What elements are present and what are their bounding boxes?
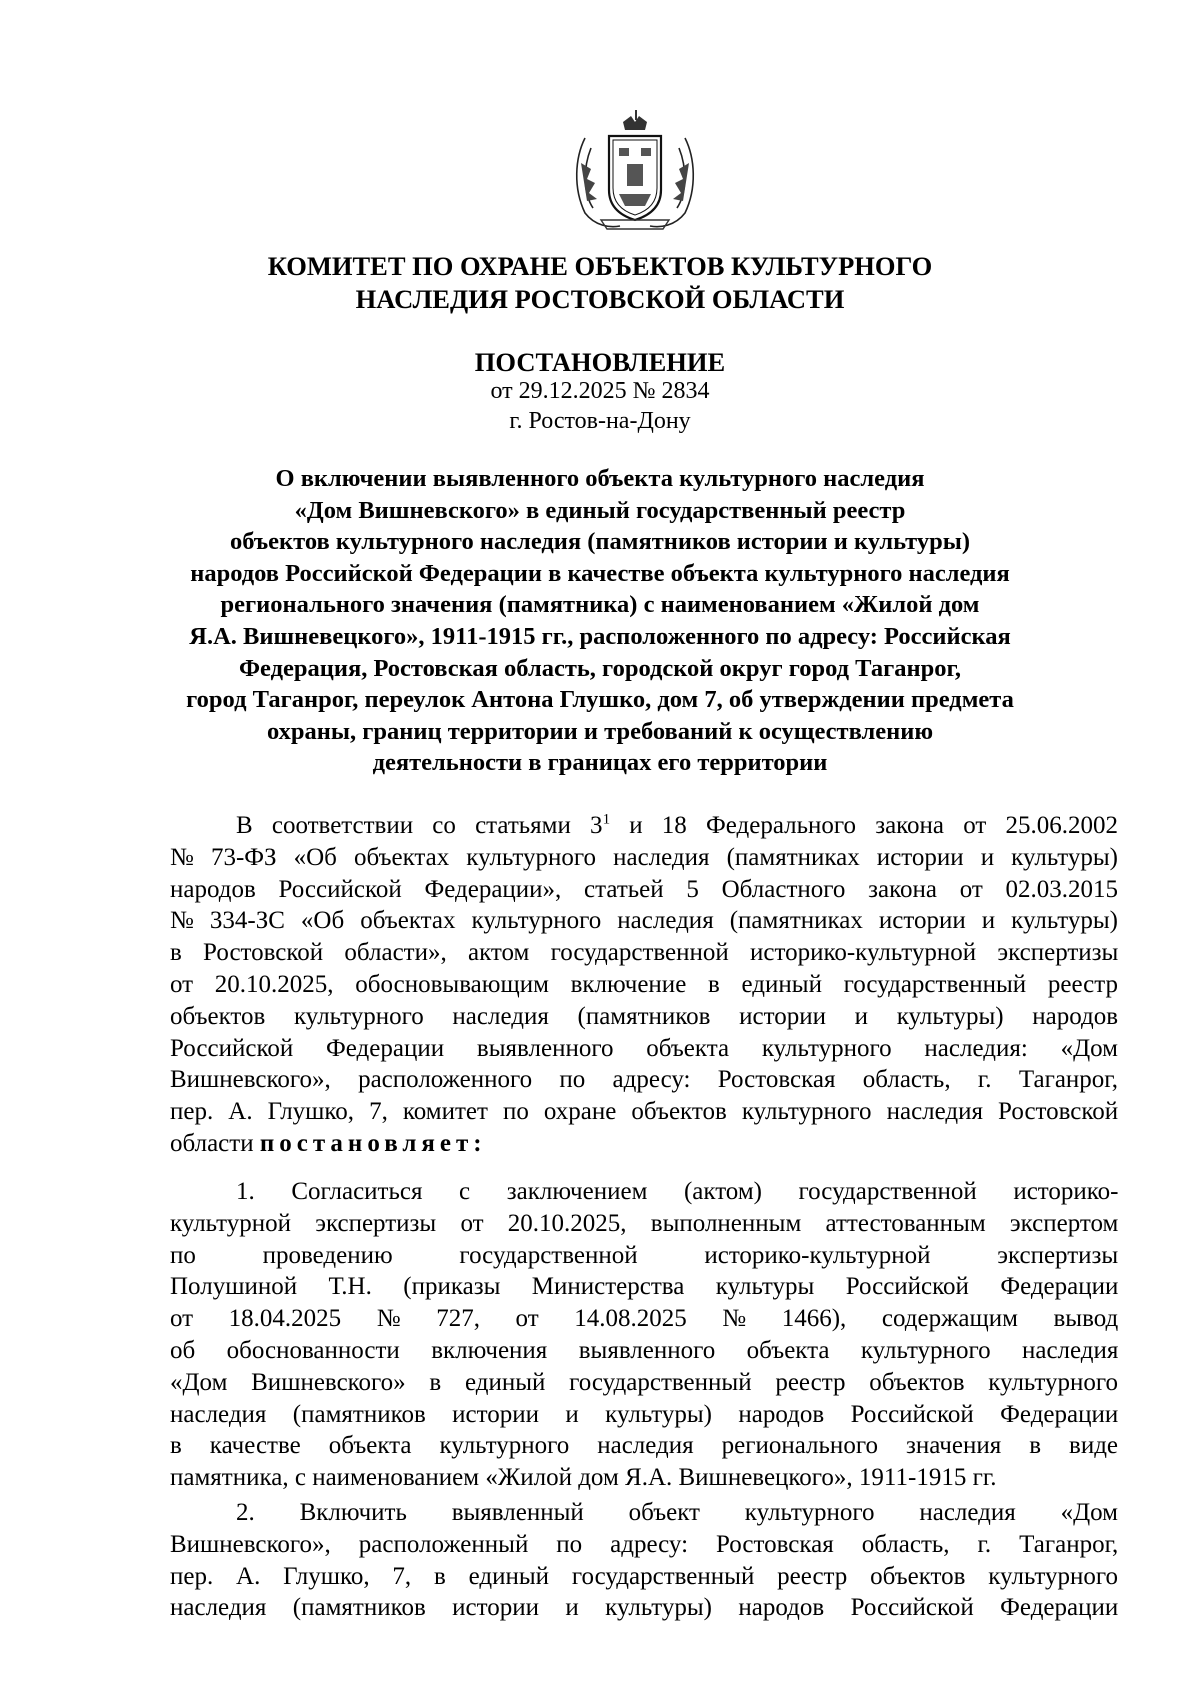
preamble-text: и 18 Федерального закона от 25.06.2002 [610, 812, 1118, 839]
organization-name-line1: КОМИТЕТ ПО ОХРАНЕ ОБЪЕКТОВ КУЛЬТУРНОГО [267, 251, 933, 281]
item-1-line: «Дом Вишневского» в единый государственный реестр объектов культурного [170, 1368, 1118, 1396]
item-1-line: в качестве объекта культурного наследия регионального значения в виде [170, 1432, 1119, 1460]
item-2-line: наследия (памятников истории и культуры) народов Российской Федерации [170, 1594, 1119, 1622]
preamble-line: Вишневского», расположенного по адресу: Ростовская область, г. Таганрог, [170, 1066, 1118, 1094]
subject-line: регионального значения (памятника) с наименованием «Жилой дом [220, 591, 980, 619]
subject-line: Федерация, Ростовская область, городской округ город Таганрог, [238, 654, 962, 682]
subject-line: О включении выявленного объекта культурного наследия [275, 465, 925, 492]
item-1-line: памятника, с наименованием «Жилой дом Я.А. Вишневецкого», 1911-1915 гг. [170, 1464, 997, 1492]
item-2-line: Вишневского», расположенный по адресу: Ростовская область, г. Таганрог, [170, 1530, 1119, 1558]
item-2-paragraph [170, 1497, 1118, 1624]
organization-name [150, 250, 1050, 316]
item-1-line: 1. Согласиться с заключением (актом) государственной историко- [236, 1178, 1119, 1205]
subject-line: деятельности в границах его территории [372, 749, 828, 777]
superscript-mark: 1 [602, 811, 611, 828]
preamble-line: № 334-ЗС «Об объектах культурного наследия (памятниках истории и культуры) [170, 907, 1119, 935]
preamble-line: от 20.10.2025, обосновывающим включение в единый государственный реестр [170, 970, 1118, 998]
preamble-line: народов Российской Федерации», статьей 5 Областного закона от 02.03.2015 [170, 875, 1119, 903]
item-1-line: наследия (памятников истории и культуры) народов Российской Федерации [170, 1400, 1119, 1428]
preamble-paragraph [170, 810, 1118, 1160]
subject-line: народов Российской Федерации в качестве объекта культурного наследия [190, 559, 1010, 587]
subject-line: город Таганрог, переулок Антона Глушко, дом 7, об утверждении предмета [186, 686, 1014, 714]
item-2-line: 2. Включить выявленный объект культурного наследия «Дом [236, 1499, 1118, 1526]
item-1-line: культурной экспертизы от 20.10.2025, выполненным аттестованным экспертом [170, 1209, 1119, 1237]
item-1-line: по проведению государственной историко-культурной экспертизы [170, 1241, 1119, 1269]
document-subject [170, 463, 1030, 779]
document-meta [150, 376, 1050, 436]
document-date-number: от 29.12.2025 № 2834 [490, 378, 710, 404]
resolution-keyword: постановляет: [259, 1129, 487, 1157]
preamble-line: в Ростовской области», актом государственной историко-культурной экспертизы [170, 939, 1119, 967]
preamble-line [170, 810, 1118, 842]
item-1-paragraph [170, 1176, 1118, 1494]
preamble-line: объектов культурного наследия (памятников истории и культуры) народов [170, 1002, 1119, 1030]
preamble-line: Российской Федерации выявленного объекта культурного наследия: «Дом [170, 1034, 1118, 1062]
preamble-line [170, 1128, 1118, 1160]
item-2-line: пер. А. Глушко, 7, в единый государственный реестр объектов культурного [170, 1562, 1118, 1590]
item-1-line: от 18.04.2025 № 727, от 14.08.2025 № 1466), содержащим вывод [170, 1305, 1119, 1333]
document-type: ПОСТАНОВЛЕНИЕ [474, 347, 726, 377]
preamble-line: № 73-ФЗ «Об объектах культурного наследия (памятниках истории и культуры) [170, 843, 1118, 871]
document-city: г. Ростов-на-Дону [509, 408, 691, 434]
subject-line: охраны, границ территории и требований к осуществлению [266, 717, 934, 745]
subject-line: «Дом Вишневского» в единый государственный реестр [294, 496, 906, 524]
preamble-line: пер. А. Глушко, 7, комитет по охране объектов культурного наследия Ростовской [170, 1098, 1119, 1126]
preamble-text: области [170, 1129, 260, 1157]
subject-line: объектов культурного наследия (памятников истории и культуры) [229, 528, 971, 556]
item-1-line: Полушиной Т.Н. (приказы Министерства культуры Российской Федерации [170, 1273, 1119, 1301]
preamble-text: В соответствии со статьями 3 [236, 812, 603, 839]
item-1-line: об обоснованности включения выявленного объекта культурного наследия [170, 1336, 1119, 1364]
subject-line: Я.А. Вишневецкого», 1911-1915 гг., расположенного по адресу: Российская [189, 622, 1011, 650]
coat-of-arms-emblem [565, 108, 705, 232]
organization-name-line2: НАСЛЕДИЯ РОСТОВСКОЙ ОБЛАСТИ [355, 284, 845, 314]
